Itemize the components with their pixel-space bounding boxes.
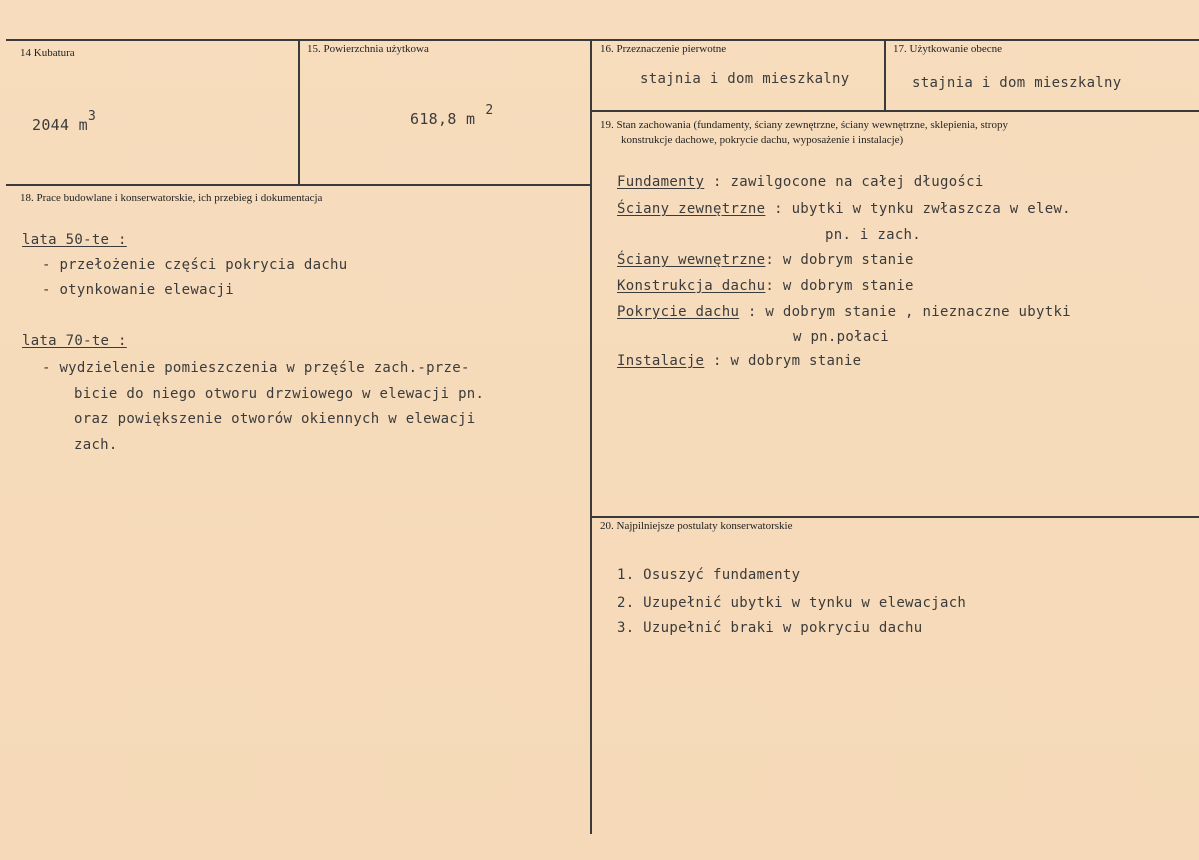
condition-text: zawilgocone na całej długości [730, 174, 984, 190]
condition-key: Fundamenty [617, 174, 705, 190]
field-14-label: 14 Kubatura [20, 47, 75, 59]
postulate-item: 2. Uzupełnić ubytki w tynku w elewacjach [617, 595, 967, 611]
rule-under-16-17 [592, 110, 1199, 112]
field-16-label: 16. Przeznaczenie pierwotne [600, 43, 727, 55]
condition-key: Konstrukcja dachu [617, 278, 766, 294]
condition-key: Ściany wewnętrzne [617, 252, 766, 268]
condition-text: w dobrym stanie [730, 353, 862, 369]
divider-16-17 [884, 39, 886, 111]
divider-14-15 [298, 39, 300, 185]
powierzchnia-unit-exponent: 2 [485, 103, 494, 118]
field-14-value [32, 109, 97, 134]
work-item: - otynkowanie elewacji [42, 282, 235, 298]
kubatura-value: 2044 m [32, 116, 88, 134]
work-item: - przełożenie części pokrycia dachu [42, 257, 348, 273]
work-item: - wydzielenie pomieszczenia w przęśle zach.-prze- [42, 360, 470, 376]
work-item-continuation: zach. [74, 437, 118, 453]
field-15-value [410, 103, 494, 128]
field-19-label-cont: konstrukcje dachowe, pokrycie dachu, wyposażenie i instalacje) [621, 134, 904, 146]
condition-row: Pokrycie dachu : w dobrym stanie , nieznaczne ubytki [617, 304, 1071, 320]
top-rule [6, 39, 1199, 41]
field-15-label: 15. Powierzchnia użytkowa [307, 43, 429, 55]
field-16-value: stajnia i dom mieszkalny [640, 71, 850, 87]
condition-row: Konstrukcja dachu: w dobrym stanie [617, 278, 914, 294]
field-18-label: 18. Prace budowlane i konserwatorskie, ich przebieg i dokumentacja [20, 192, 323, 204]
condition-row: Ściany zewnętrzne : ubytki w tynku zwłaszcza w elew. [617, 201, 1071, 217]
condition-key: Ściany zewnętrzne [617, 201, 766, 217]
condition-key: Pokrycie dachu [617, 304, 740, 320]
condition-text: ubytki w tynku zwłaszcza w elew. [791, 201, 1071, 217]
field-17-label: 17. Użytkowanie obecne [893, 43, 1003, 55]
field-20-label: 20. Najpilniejsze postulaty konserwatorskie [600, 520, 793, 532]
decade-70s-heading: lata 70-te : [22, 333, 127, 349]
divider-main [590, 39, 592, 834]
condition-text: w dobrym stanie [782, 278, 914, 294]
condition-row: Instalacje : w dobrym stanie [617, 353, 862, 369]
powierzchnia-value: 618,8 m [410, 110, 476, 128]
work-item-continuation: oraz powiększenie otworów okiennych w elewacji [74, 411, 476, 427]
work-item-continuation: bicie do niego otworu drzwiowego w elewacji pn. [74, 386, 485, 402]
condition-key: Instalacje [617, 353, 705, 369]
condition-row: Ściany wewnętrzne: w dobrym stanie [617, 252, 914, 268]
rule-under-19 [592, 516, 1199, 518]
condition-row-continuation: w pn.połaci [793, 329, 890, 345]
condition-text: w dobrym stanie [782, 252, 914, 268]
condition-row-continuation: pn. i zach. [825, 227, 922, 243]
decade-50s-heading: lata 50-te : [22, 232, 127, 248]
field-17-value: stajnia i dom mieszkalny [912, 75, 1122, 91]
condition-text: w dobrym stanie , nieznaczne ubytki [765, 304, 1071, 320]
field-19-label: 19. Stan zachowania (fundamenty, ściany zewnętrzne, ściany wewnętrzne, sklepienia, stropy [600, 119, 1008, 131]
postulate-item: 3. Uzupełnić braki w pokryciu dachu [617, 620, 923, 636]
kubatura-unit-exponent: 3 [88, 109, 97, 124]
postulate-item: 1. Osuszyć fundamenty [617, 567, 801, 583]
condition-row: Fundamenty : zawilgocone na całej długości [617, 174, 984, 190]
